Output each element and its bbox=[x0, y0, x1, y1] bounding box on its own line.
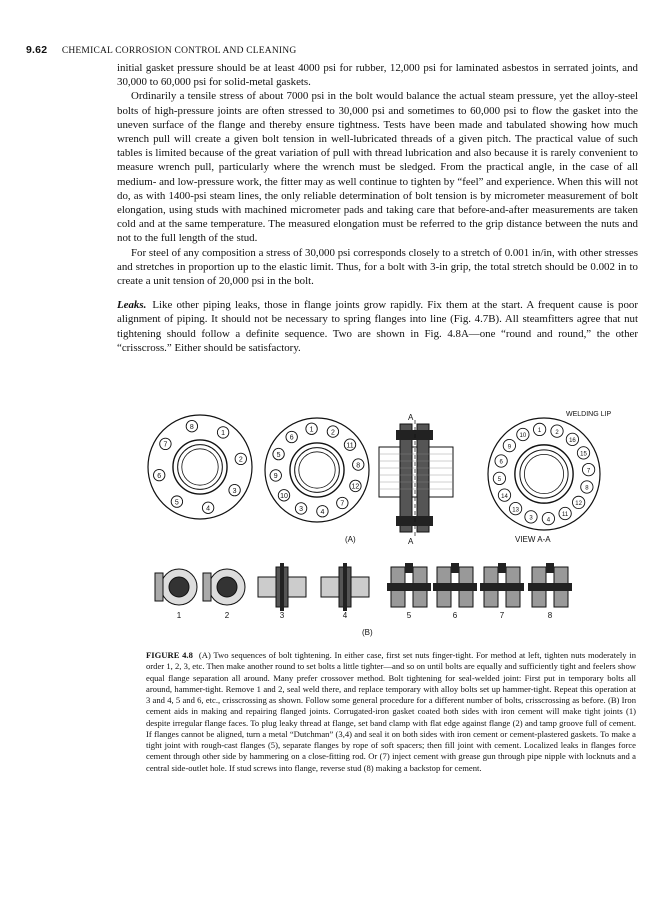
flange-view-aa bbox=[488, 418, 600, 530]
pipe-section bbox=[379, 447, 453, 497]
pipe-bore-outer bbox=[515, 445, 573, 503]
figure-drawing bbox=[117, 402, 638, 642]
bolt-number: 5 bbox=[497, 477, 502, 484]
bolt-number: 13 bbox=[512, 507, 519, 514]
bolt-number: 12 bbox=[575, 501, 582, 508]
flange-outline bbox=[265, 418, 369, 522]
bolt-number: 9 bbox=[273, 473, 278, 481]
flange-plate bbox=[155, 573, 163, 601]
bolt bbox=[528, 583, 572, 591]
figure-label-b: (B) bbox=[362, 628, 373, 637]
bolt bbox=[480, 583, 524, 591]
bolt-number: 10 bbox=[280, 493, 288, 501]
bolt-number: 8 bbox=[356, 462, 361, 470]
bolt-number: 8 bbox=[585, 485, 589, 492]
repair-method-5 bbox=[387, 563, 431, 620]
method-number: 6 bbox=[452, 611, 458, 620]
view-label: VIEW A-A bbox=[515, 535, 551, 544]
bolt-number: 3 bbox=[529, 515, 533, 522]
pipe-bore bbox=[217, 577, 237, 597]
bolt-number: 11 bbox=[562, 512, 569, 519]
figure-4-8 bbox=[117, 402, 638, 642]
pipe-bore-core bbox=[182, 449, 218, 485]
bolt-number: 6 bbox=[499, 459, 503, 466]
pipe-bore-core bbox=[524, 454, 563, 493]
repair-method-4 bbox=[321, 563, 369, 620]
flange-section-right bbox=[417, 424, 429, 532]
section-view bbox=[379, 420, 453, 538]
pipe-bore-inner bbox=[520, 450, 568, 498]
bolt-number: 4 bbox=[546, 517, 551, 524]
page-number: 9.62 bbox=[26, 44, 48, 56]
repair-method-7 bbox=[480, 563, 524, 620]
bolt-number: 3 bbox=[232, 487, 237, 495]
repair-method-2 bbox=[203, 569, 245, 620]
bolt-number: 5 bbox=[174, 499, 179, 507]
bolt-number: 4 bbox=[206, 505, 211, 513]
cement-plug bbox=[498, 563, 506, 573]
bolt-number: 1 bbox=[221, 430, 226, 438]
flange-crisscross-sequence bbox=[265, 418, 369, 522]
dutchman bbox=[280, 563, 284, 611]
bolt-top bbox=[396, 430, 433, 440]
bolt-number: 16 bbox=[569, 438, 576, 445]
body-text bbox=[117, 61, 638, 355]
flange-diagrams bbox=[148, 415, 600, 530]
paragraph: Ordinarily a tensile stress of about 7000 psi in the bolt would balance the actual steam pressure, yet the alloy-steel bolts of high-pressure joints are often stressed to 30,000 psi and sometimes to 60,000 psi to flow the gasket into the uneven surface of the flange and thereby ensure tightness. Tests have been made and tabulated showing how much wrench pull will create a given bolt tension in well-lubricated threads of a given pitch. The practical value of such tables is limited because of the great variation of pull with thread lubrication and also because it is rarely convenient to measure wrench pull, particularly where the wrench must be sledged. From the practical angle, in the case of all medium- and low-pressure work, the fitter may as well continue to tighten by “feel” and experience. When this will not do, as with 1400-psi steam lines, the only reliable determination of bolt tension is by micrometer measurement of bolt elongation, using studs with machined micrometer pads and taking care that before-and-after measurements are taken cold and at the same temperature. The measured elongation must be referred to the grip distance between the nuts and not to the full length of the stud. bbox=[117, 90, 638, 245]
method-number: 5 bbox=[406, 611, 412, 620]
figure-label-a: (A) bbox=[345, 535, 356, 544]
welding-lip-label: WELDING LIP bbox=[566, 411, 612, 418]
bolt-number: 6 bbox=[157, 472, 162, 480]
leaks-text: Like other piping leaks, those in flange joints grow rapidly. Fix them at the start. A frequent cause is poor alignment of piping. It should not be necessary to spring flanges into line (Fig. 4.7B). All steamfitters agree that nut tightening should follow a definite sequence. Two are shown in Fig. 4.8A—one “round and round,” the other “crisscross.” Either should be satisfactory. bbox=[117, 299, 638, 354]
bolt-number: 5 bbox=[276, 451, 281, 459]
cement-plug bbox=[451, 563, 459, 573]
flange-section-left bbox=[400, 424, 412, 532]
bolt-number: 4 bbox=[320, 508, 325, 516]
flange-outline bbox=[488, 418, 600, 530]
leaks-heading: Leaks. bbox=[117, 299, 147, 312]
bolt-number: 10 bbox=[519, 433, 527, 440]
pipe-bore-core bbox=[299, 452, 335, 488]
leaks-paragraph bbox=[117, 298, 638, 355]
caption-text: (A) Two sequences of bolt tightening. In either case, first set nuts finger-tight. For method at left, tighten nuts moderately in order 1, 2, 3, etc. Then make another round to set bolts a little tighter—and so on until bolts are equally and sufficiently tight and feelers show equal flange separation all around. Many prefer crossover method. Bolt tightening for seal-welded joint: First put in temporary bolts all around, hammer-tight. Remove 1 and 2, seal weld there, and replace temporary with alloy bolts set up hammer-tight. Repeat this operation at 3 and 4, 5 and 6, etc., crisscrossing as shown. Follow some general procedure for a different number of bolts, crisscrossing as before. (B) Iron cement aids in making and repairing flanged joints. Corrugated-iron gasket coated both sides with iron cement will make tight joints (1) despite irregular flange faces. To plug leaky thread at flange, set band clamp with flat edge against flange (2) and tamp groove full of cement. If flanges cannot be aligned, turn a metal “Dutchman” (3,4) and seal it on both sides with iron cement or cement-plastered gaskets. To make a tight joint with rough-cast flanges (5), separate flanges by rope of soft spacers; then fill joint with cement. Localized leaks in flanges force cement through other side by hammering on a close-fitting rod. Or (7) inject cement with grease gun through pipe nipple with locknuts and a central side-outlet hole. If stud screws into flange, reverse stud (8) making a backstop for cement. bbox=[146, 650, 636, 773]
section-mark-bottom: A bbox=[408, 537, 414, 546]
bolt-number: 11 bbox=[346, 442, 354, 450]
bolt-number: 2 bbox=[555, 429, 559, 436]
repair-method-1 bbox=[155, 569, 197, 620]
pipe-bore-outer bbox=[290, 443, 344, 497]
pipe-bore-inner bbox=[295, 448, 340, 493]
bolt-number: 8 bbox=[189, 423, 194, 431]
caption-label: FIGURE 4.8 bbox=[146, 650, 193, 660]
paragraph: initial gasket pressure should be at least 4000 psi for rubber, 12,000 psi for laminated asbestos in serrated joints, and 30,000 to 60,000 psi for solid-metal gaskets. bbox=[117, 62, 638, 89]
flange-plate bbox=[203, 573, 211, 601]
method-number: 2 bbox=[224, 611, 230, 620]
paragraph: For steel of any composition a stress of 30,000 psi corresponds closely to a stretch of 0.001 in/in, with other stresses and stretches in proportion up to the elastic limit. Thus, for a bolt with 3-in grip, the total stretch should be 0.002 in to create a unit tension of 20,000 psi in the bolt. bbox=[117, 246, 638, 288]
bolt-number: 14 bbox=[501, 493, 508, 500]
repair-method-3 bbox=[258, 563, 306, 620]
method-number: 4 bbox=[342, 611, 348, 620]
bolt bbox=[387, 583, 431, 591]
section-mark-top: A bbox=[408, 413, 414, 422]
repair-method-8 bbox=[528, 563, 572, 620]
running-header bbox=[26, 44, 636, 56]
bolt-number: 15 bbox=[580, 451, 587, 458]
repair-method-6 bbox=[433, 563, 477, 620]
bolt-number: 7 bbox=[163, 441, 168, 449]
bolt-number: 12 bbox=[351, 483, 360, 491]
cement-plug bbox=[546, 563, 554, 573]
pipe-bore-outer bbox=[173, 440, 227, 494]
method-number: 7 bbox=[499, 611, 505, 620]
bolt-number: 1 bbox=[537, 428, 542, 435]
bolt-number: 7 bbox=[586, 468, 591, 475]
dutchman bbox=[343, 563, 347, 611]
cement-plug bbox=[405, 563, 413, 573]
bolt-number: 2 bbox=[238, 456, 243, 464]
repair-methods-row bbox=[155, 563, 572, 620]
method-number: 3 bbox=[279, 611, 285, 620]
method-number: 8 bbox=[547, 611, 553, 620]
flange-round-sequence bbox=[148, 415, 252, 519]
running-title: CHEMICAL CORROSION CONTROL AND CLEANING bbox=[61, 46, 297, 56]
pipe-bore bbox=[169, 577, 189, 597]
figure-caption bbox=[146, 650, 636, 774]
method-number: 1 bbox=[176, 611, 182, 620]
bolt-number: 6 bbox=[289, 434, 294, 442]
bolt-number: 2 bbox=[330, 429, 335, 437]
bolt-number: 3 bbox=[299, 506, 304, 514]
bolt-number: 7 bbox=[340, 500, 345, 508]
bolt-bottom bbox=[396, 516, 433, 526]
bolt bbox=[433, 583, 477, 591]
bolt-number: 9 bbox=[507, 444, 512, 451]
bolt-number: 1 bbox=[309, 426, 314, 434]
pipe-bore-inner bbox=[178, 445, 223, 490]
flange-outline bbox=[148, 415, 252, 519]
